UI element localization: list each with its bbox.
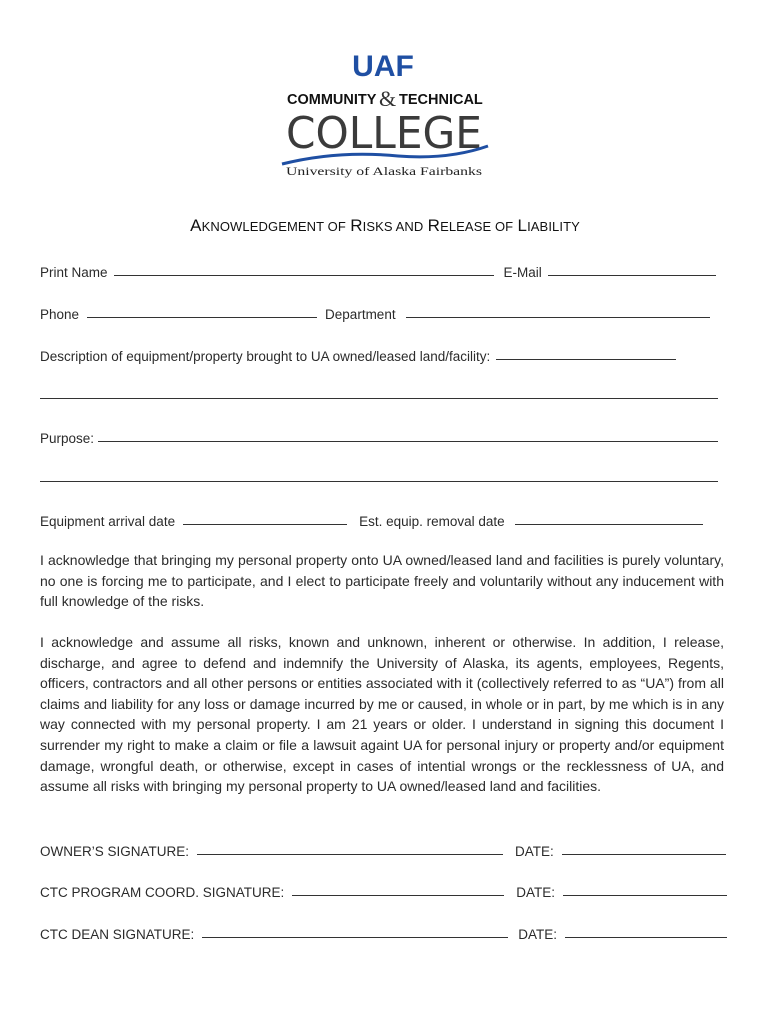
arrival-date-label: Equipment arrival date bbox=[40, 514, 176, 529]
phone-field[interactable] bbox=[87, 317, 317, 318]
description-continuation-line[interactable] bbox=[40, 398, 718, 399]
logo-college-text: COLLEGE bbox=[286, 108, 482, 159]
acknowledgement-paragraph: I acknowledge that bringing my personal property onto UA owned/leased land and facilities is purely voluntary, no one is forcing me to participate, and I elect to participate freely and voluntarily without any inducement with full knowledge of the risks. bbox=[40, 552, 724, 610]
arrival-date-field[interactable] bbox=[183, 524, 347, 525]
phone-department-row bbox=[40, 302, 720, 322]
print-name-field[interactable] bbox=[114, 275, 494, 276]
coord-signature-label: CTC PROGRAM COORD. SIGNATURE: bbox=[40, 885, 285, 900]
removal-date-field[interactable] bbox=[515, 524, 703, 525]
owner-date-label: DATE: bbox=[515, 844, 554, 859]
owner-signature-row bbox=[40, 839, 720, 859]
dean-signature-label: CTC DEAN SIGNATURE: bbox=[40, 927, 195, 942]
logo-community-text: COMMUNITY bbox=[287, 92, 377, 108]
dean-date-label: DATE: bbox=[518, 927, 558, 942]
purpose-continuation-line[interactable] bbox=[40, 481, 718, 482]
purpose-field[interactable] bbox=[98, 441, 718, 442]
department-field[interactable] bbox=[406, 317, 710, 318]
page-title: AKNOWLEDGEMENT OF RISKS AND RELEASE OF LIABILITY bbox=[190, 216, 580, 235]
dean-date-field[interactable] bbox=[565, 937, 727, 938]
purpose-row bbox=[40, 426, 720, 446]
college-logo bbox=[278, 46, 492, 182]
logo-university-text: University of Alaska Fairbanks bbox=[286, 164, 483, 178]
email-field[interactable] bbox=[548, 275, 716, 276]
dean-signature-row bbox=[40, 922, 720, 942]
logo-ampersand: & bbox=[379, 86, 397, 111]
owner-date-field[interactable] bbox=[562, 854, 726, 855]
department-label: Department bbox=[325, 307, 396, 322]
coord-date-label: DATE: bbox=[516, 885, 556, 900]
description-row bbox=[40, 344, 720, 364]
purpose-label: Purpose: bbox=[40, 431, 95, 446]
coord-signature-row bbox=[40, 880, 720, 900]
logo-technical-text: TECHNICAL bbox=[399, 92, 483, 108]
release-paragraph: I acknowledge and assume all risks, known and unknown, inherent or otherwise. In addition, I release, discharge, and agree to defend and indemnify the University of Alaska, its agents, employees, Regents, officers, contractors and all other persons or entities associated with it (collectively referred to as “UA”) from all claims and liability for any loss or damage incurred by me or caused, in whole or in part, by me which is in any way connected with my personal property. I am 21 years or older. I understand in signing this document I surrender my right to make a claim or file a lawsuit againt UA for personal injury or property and/or equipment damage, wrongful death, or otherwise, except in cases of intential wrongs or the recklessness of UA, and assume all risks with bringing my personal property to UA owned/leased land and facilities. bbox=[40, 634, 724, 795]
logo-uaf-text: UAF bbox=[352, 50, 414, 83]
description-label: Description of equipment/property brought to UA owned/leased land/facility: bbox=[40, 349, 491, 364]
email-label: E-Mail bbox=[503, 265, 542, 280]
owner-signature-field[interactable] bbox=[197, 854, 503, 855]
removal-date-label: Est. equip. removal date bbox=[359, 514, 505, 529]
owner-signature-label: OWNER’S SIGNATURE: bbox=[40, 844, 190, 859]
equipment-dates-row bbox=[40, 509, 720, 529]
phone-label: Phone bbox=[40, 307, 80, 322]
coord-signature-field[interactable] bbox=[292, 895, 504, 896]
name-email-row bbox=[40, 260, 720, 280]
description-field[interactable] bbox=[496, 359, 676, 360]
coord-date-field[interactable] bbox=[563, 895, 727, 896]
dean-signature-field[interactable] bbox=[202, 937, 508, 938]
print-name-label: Print Name bbox=[40, 265, 108, 280]
